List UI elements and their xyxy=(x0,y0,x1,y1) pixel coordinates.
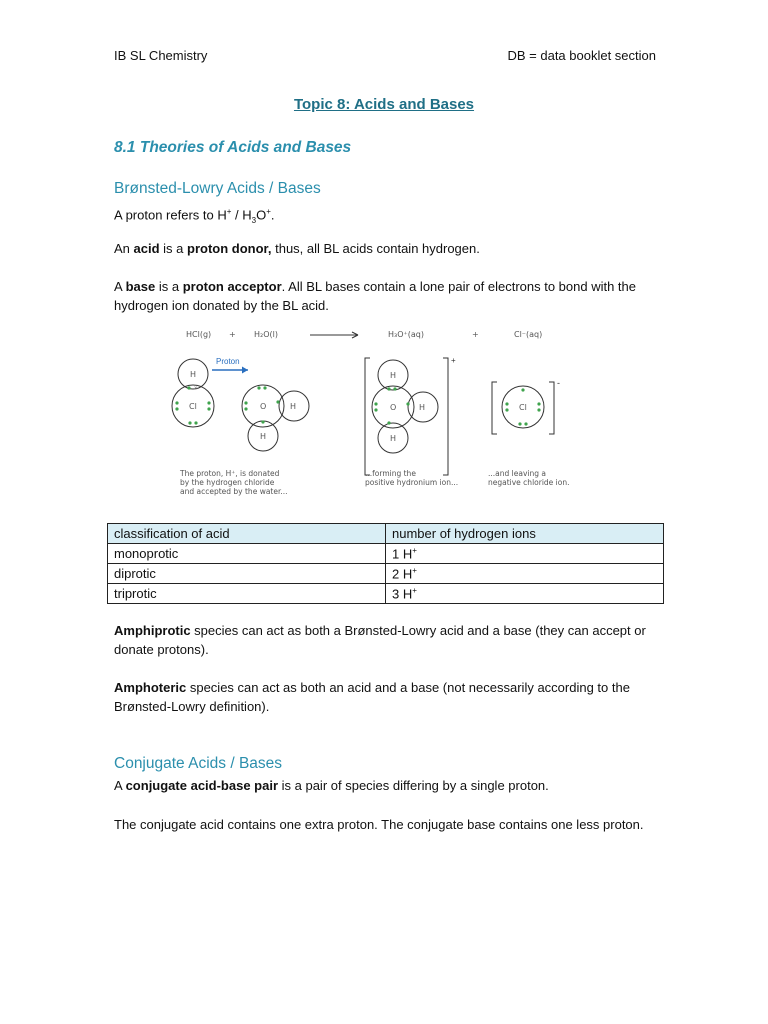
table-header-cell: number of hydrogen ions xyxy=(386,524,664,544)
header-legend: DB = data booklet section xyxy=(507,48,656,63)
svg-text:×: × xyxy=(194,386,198,392)
hydronium-h-atom-2: H xyxy=(419,403,426,412)
table-cell: triprotic xyxy=(108,584,386,604)
water-o-atom: O xyxy=(260,402,267,411)
caption-1-line-2: by the hydrogen chloride xyxy=(180,478,275,487)
caption-2-line-2: positive hydronium ion... xyxy=(365,478,459,487)
conjugate-pair-definition: A conjugate acid-base pair is a pair of species differing by a single proton. xyxy=(114,778,549,793)
hydronium-o-atom: O xyxy=(390,403,397,412)
caption-2-line-1: ...forming the xyxy=(365,469,416,478)
table-row xyxy=(108,564,664,584)
water-h-atom-1: H xyxy=(290,402,297,411)
hcl-cl-atom: Cl xyxy=(189,402,197,411)
table-cell: diprotic xyxy=(108,564,386,584)
hcl-label: HCl(g) xyxy=(186,330,212,339)
caption-1-line-1: The proton, H⁺, is donated xyxy=(180,469,280,478)
chloride-cl-atom: Cl xyxy=(519,403,527,412)
table-header-cell: classification of acid xyxy=(108,524,386,544)
table-cell: monoprotic xyxy=(108,544,386,564)
plus-sign-1: + xyxy=(229,330,236,339)
hydronium-charge: + xyxy=(451,356,456,365)
amphoteric-paragraph: Amphoteric species can act as both an acid and a base (not necessarily according to the Brønsted-Lowry definition). xyxy=(114,680,630,714)
water-molecule xyxy=(242,385,309,451)
amphiprotic-paragraph: Amphiprotic species can act as both a Brønsted-Lowry acid and a base (they can accept or donate protons). xyxy=(114,623,646,657)
section-heading: 8.1 Theories of Acids and Bases xyxy=(114,139,352,156)
chloride-charge: - xyxy=(557,378,560,388)
base-definition: A base is a proton acceptor. All BL bases contain a lone pair of electrons to bond with the hydrogen ion donated by the BL acid. xyxy=(114,279,637,313)
table-cell: 1 H+ xyxy=(386,544,664,564)
page-title: Topic 8: Acids and Bases xyxy=(293,96,475,113)
caption-3-line-1: ...and leaving a xyxy=(488,469,546,478)
acid-definition: An acid is a proton donor, thus, all BL acids contain hydrogen. xyxy=(114,241,480,256)
header-course: IB SL Chemistry xyxy=(114,48,208,63)
acid-classification-table xyxy=(107,523,664,604)
conjugate-extra-proton: The conjugate acid contains one extra proton. The conjugate base contains one less proton. xyxy=(114,817,644,832)
proton-transfer-diagram xyxy=(160,318,590,503)
proton-arrow-icon xyxy=(212,367,248,374)
table-cell: 3 H+ xyxy=(386,584,664,604)
plus-sign-2: + xyxy=(472,330,479,339)
cl-label: Cl⁻(aq) xyxy=(514,330,543,339)
caption-1-line-3: and accepted by the water... xyxy=(180,487,288,496)
table-header-row xyxy=(108,524,664,544)
table-cell: 2 H+ xyxy=(386,564,664,584)
caption-3-line-2: negative chloride ion. xyxy=(488,478,570,487)
conjugate-heading: Conjugate Acids / Bases xyxy=(114,755,283,772)
hydronium-ion xyxy=(365,358,448,475)
bl-heading: Brønsted-Lowry Acids / Bases xyxy=(114,180,321,197)
hydronium-h-atom-3: H xyxy=(390,434,397,443)
h3o-label: H₃O⁺(aq) xyxy=(388,330,424,339)
proton-definition: A proton refers to $H^+ / H_3O^+$. xyxy=(114,207,275,225)
hcl-h-atom: H xyxy=(190,370,197,379)
reaction-arrow-icon xyxy=(310,332,358,338)
table-row xyxy=(108,544,664,564)
table-row xyxy=(108,584,664,604)
proton-arrow-label: Proton xyxy=(216,357,240,366)
h2o-label: H₂O(l) xyxy=(254,330,278,339)
hydronium-h-atom-1: H xyxy=(390,371,397,380)
water-h-atom-2: H xyxy=(260,432,267,441)
